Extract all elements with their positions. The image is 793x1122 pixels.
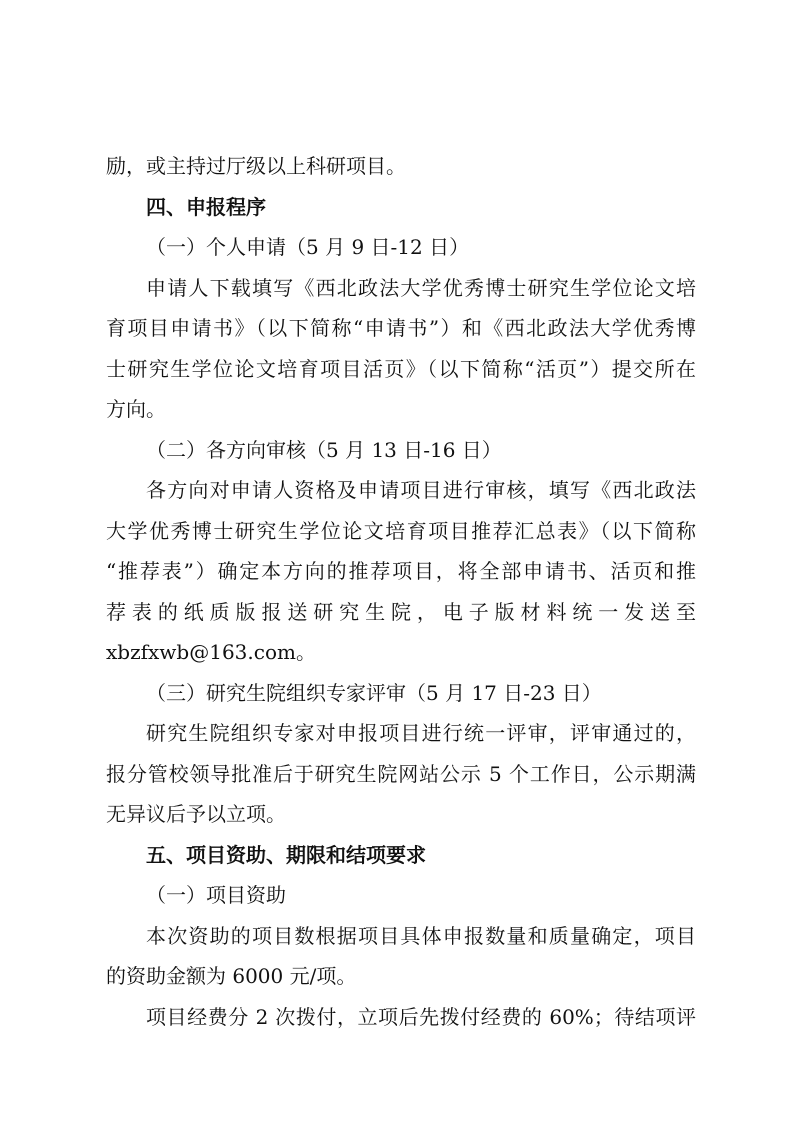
paragraph-line: 无异议后予以立项。 [106,802,286,826]
paragraph-line: “推荐表”）确定本方向的推荐项目，将全部申请书、活页和推 [106,559,696,583]
paragraph-line: 项目经费分 2 次拨付，立项后先拨付经费的 60%；待结项评 [146,1005,696,1029]
paragraph-line-continuation: 励，或主持过厅级以上科研项目。 [106,154,406,178]
section-heading-funding-requirements: 五、项目资助、期限和结项要求 [146,843,426,867]
subheading-individual-application: （一）个人申请（5 月 9 日-12 日） [146,235,470,259]
section-heading-application-procedure: 四、申报程序 [146,195,266,219]
paragraph-line: 申请人下载填写《西北政法大学优秀博士研究生学位论文培 [146,276,696,300]
paragraph-line: 研究生院组织专家对申报项目进行统一评审，评审通过的， [146,721,696,745]
paragraph-line: 士研究生学位论文培育项目活页》（以下简称“活页”）提交所在 [106,357,696,381]
paragraph-line: 大学优秀博士研究生学位论文培育项目推荐汇总表》（以下简称 [106,519,696,543]
email-address-line: xbzfxwb@163.com。 [106,640,316,664]
paragraph-line: 本次资助的项目数根据项目具体申报数量和质量确定，项目 [146,924,696,948]
paragraph-line: 荐表的纸质版报送研究生院，电子版材料统一发送至 [106,600,696,624]
paragraph-line: 的资助金额为 6000 元/项。 [106,964,357,988]
paragraph-line: 各方向对申请人资格及申请项目进行审核，填写《西北政法 [146,478,696,502]
subheading-expert-review: （三）研究生院组织专家评审（5 月 17 日-23 日） [146,681,602,705]
subheading-project-funding: （一）项目资助 [146,883,286,907]
paragraph-line: 方向。 [106,397,166,421]
paragraph-line: 育项目申请书》（以下简称“申请书”）和《西北政法大学优秀博 [106,316,696,340]
paragraph-line: 报分管校领导批准后于研究生院网站公示 5 个工作日，公示期满 [106,762,696,786]
subheading-direction-review: （二）各方向审核（5 月 13 日-16 日） [146,438,502,462]
